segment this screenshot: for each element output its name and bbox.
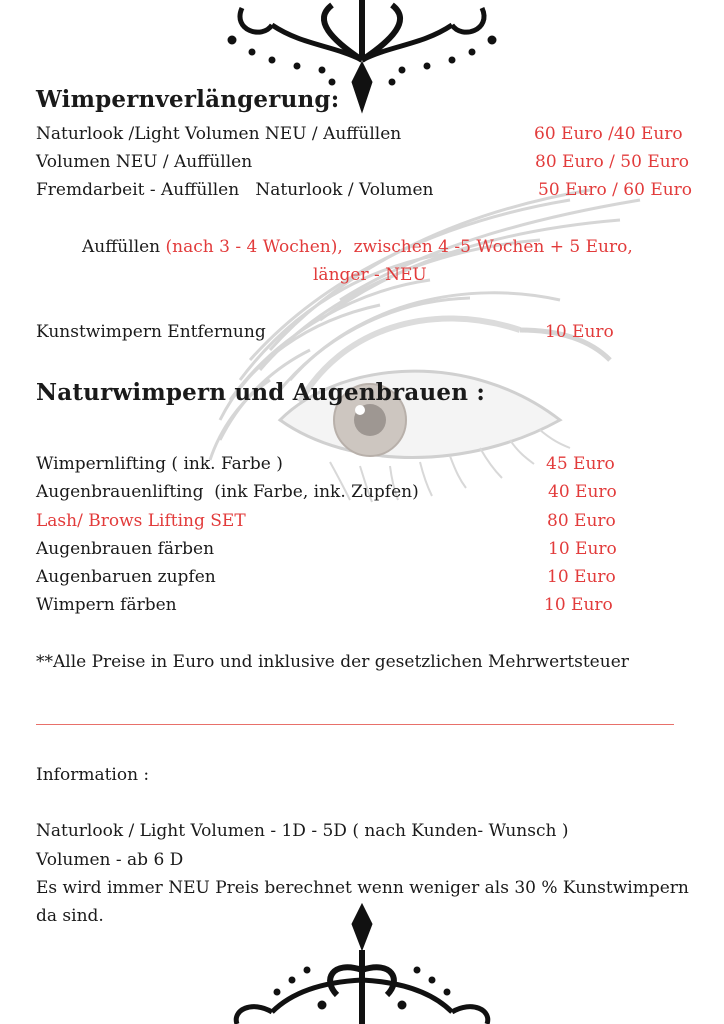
section-title-naturwimpern: Naturwimpern und Augenbrauen : [36, 379, 486, 406]
service-price: 50 Euro / 60 Euro [538, 180, 693, 200]
refill-note-lead: Auffüllen [82, 237, 161, 257]
service-price: 10 Euro [547, 567, 616, 587]
info-line: da sind. [36, 906, 104, 926]
service-price: 45 Euro [546, 454, 615, 474]
vat-note: **Alle Preise in Euro und inklusive der gesetzlichen Mehrwertsteuer [36, 652, 629, 672]
service-name: Wimpernlifting ( ink. Farbe ) [36, 454, 283, 474]
service-name: Augenbaruen zupfen [36, 567, 216, 587]
service-price: 80 Euro / 50 Euro [535, 152, 690, 172]
service-name: Kunstwimpern Entfernung [36, 322, 266, 342]
service-name: Fremdarbeit - Auffüllen Naturlook / Volumen [36, 180, 434, 200]
chandelier-bottom-ornament [212, 900, 512, 1024]
info-line: Es wird immer NEU Preis berechnet wenn weniger als 30 % Kunstwimpern [36, 878, 689, 898]
service-name: Augenbrauenlifting (ink Farbe, ink. Zupfen) [36, 482, 419, 502]
refill-note-line2: länger - NEU [313, 265, 427, 285]
service-name: Augenbrauen färben [36, 539, 215, 559]
service-price: 10 Euro [545, 322, 614, 342]
service-name: Wimpern färben [36, 595, 177, 615]
service-price: 40 Euro [548, 482, 617, 502]
section-title-wimpernverlaengerung: Wimpernverlängerung: [36, 86, 340, 113]
service-name: Naturlook /Light Volumen NEU / Auffüllen [36, 124, 402, 144]
service-price: 10 Euro [544, 595, 613, 615]
service-name-highlight: Lash/ Brows Lifting SET [36, 511, 246, 531]
service-price: 60 Euro /40 Euro [534, 124, 683, 144]
service-price: 80 Euro [547, 511, 616, 531]
service-name: Volumen NEU / Auffüllen [36, 152, 253, 172]
refill-note-detail: (nach 3 - 4 Wochen), zwischen 4 -5 Wochen + 5 Euro, [160, 237, 633, 257]
divider-line [36, 724, 674, 725]
info-title: Information : [36, 765, 150, 785]
refill-note-line1 [82, 236, 633, 258]
info-line: Naturlook / Light Volumen - 1D - 5D ( nach Kunden- Wunsch ) [36, 821, 569, 841]
service-price: 10 Euro [548, 539, 617, 559]
info-line: Volumen - ab 6 D [36, 850, 184, 870]
